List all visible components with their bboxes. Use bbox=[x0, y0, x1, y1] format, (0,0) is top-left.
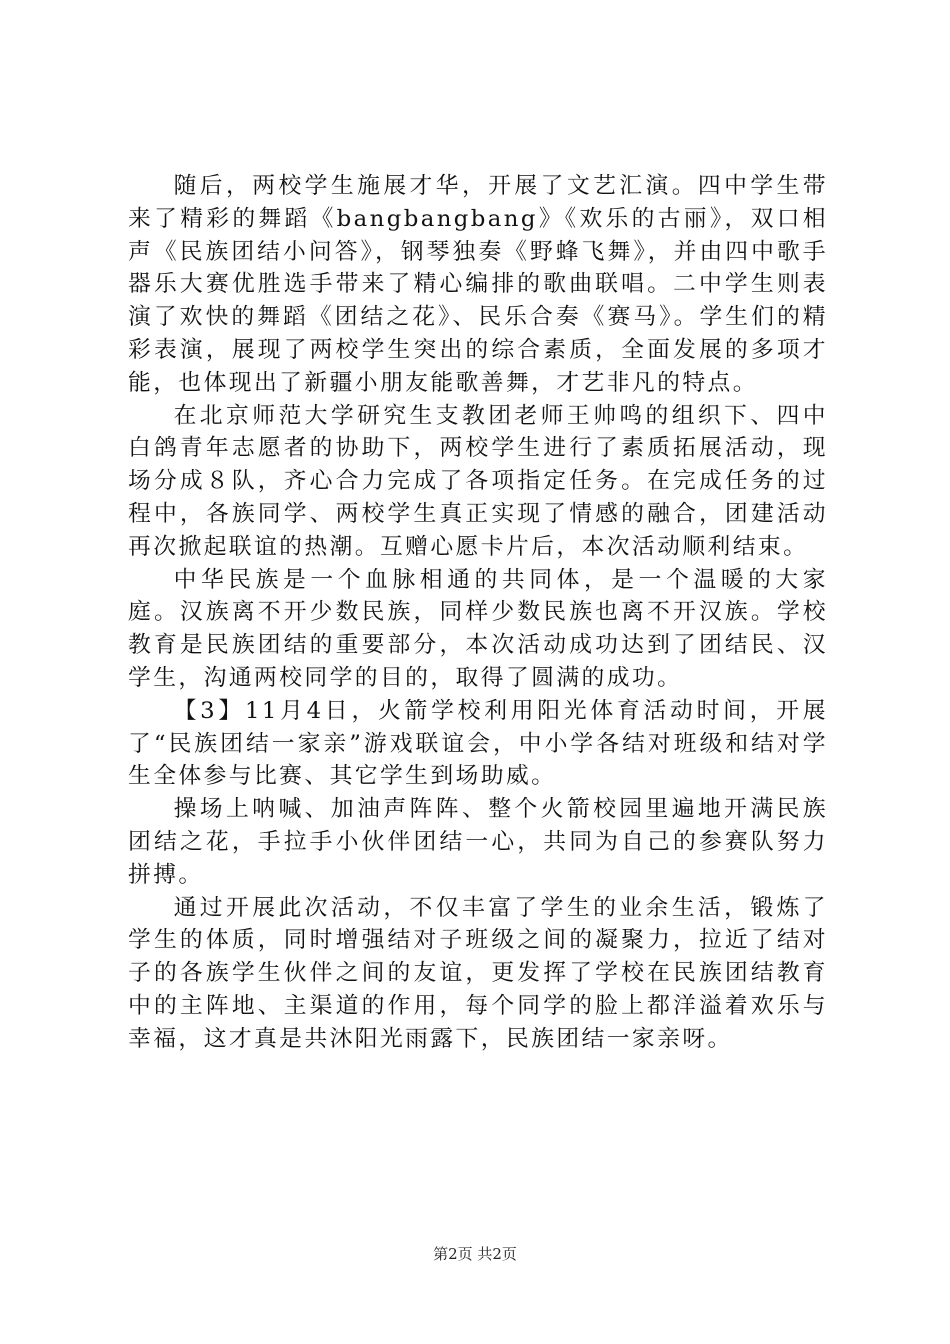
paragraph-conclusion: 通过开展此次活动，不仅丰富了学生的业余生活，锻炼了学生的体质，同时增强结对子班级之间的凝聚力，拉近了结对子的各族学生伙伴之间的友谊，更发挥了学校在民族团结教育中的主阵地、主渠道的作用，每个同学的脸上都洋溢着欢乐与幸福，这才真是共沐阳光雨露下，民族团结一家亲呀。 bbox=[128, 894, 828, 1052]
page-number-footer: 第2页 共2页 bbox=[433, 1245, 517, 1263]
document-body bbox=[128, 170, 828, 1056]
paragraph-playground: 操场上呐喊、加油声阵阵、整个火箭校园里遍地开满民族团结之花，手拉手小伙伴团结一心，共同为自己的参赛队努力拼搏。 bbox=[128, 796, 828, 888]
paragraph-performance: 随后，两校学生施展才华，开展了文艺汇演。四中学生带来了精彩的舞蹈《bangbangbang》《欢乐的古丽》，双口相声《民族团结小问答》，钢琴独奏《野蜂飞舞》，并由四中歌手器乐大赛优胜选手带来了精心编排的歌曲联唱。二中学生则表演了欢快的舞蹈《团结之花》、民乐合奏《赛马》。学生们的精彩表演，展现了两校学生突出的综合素质，全面发展的多项才能，也体现出了新疆小朋友能歌善舞，才艺非凡的特点。 bbox=[128, 173, 828, 396]
paragraph-rocket-school-event: 【3】11月4日，火箭学校利用阳光体育活动时间，开展了“民族团结一家亲”游戏联谊会，中小学各结对班级和结对学生全体参与比赛、其它学生到场助威。 bbox=[128, 697, 828, 790]
paragraph-expansion-activity: 在北京师范大学研究生支教团老师王帅鸣的组织下、四中白鸽青年志愿者的协助下，两校学生进行了素质拓展活动，现场分成８队，齐心合力完成了各项指定任务。在完成任务的过程中，各族同学、两校学生真正实现了情感的融合，团建活动再次掀起联谊的热潮。互赠心愿卡片后，本次活动顺利结束。 bbox=[128, 402, 828, 560]
paragraph-national-unity: 中华民族是一个血脉相通的共同体，是一个温暖的大家庭。汉族离不开少数民族，同样少数民族也离不开汉族。学校教育是民族团结的重要部分，本次活动成功达到了团结民、汉学生，沟通两校同学的目的，取得了圆满的成功。 bbox=[128, 566, 828, 691]
